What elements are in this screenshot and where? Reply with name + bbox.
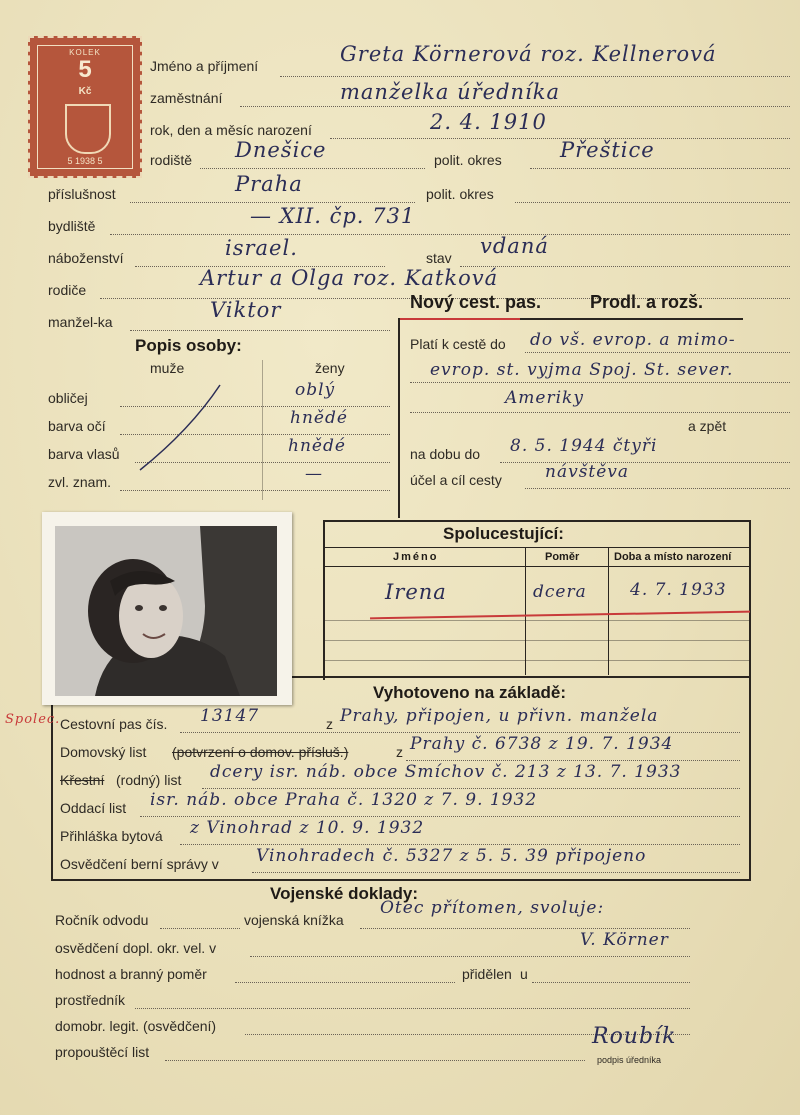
district2-line <box>515 202 790 203</box>
tax-line <box>252 872 740 873</box>
spouse-line <box>130 330 390 331</box>
companions-col-divider-2 <box>608 547 609 675</box>
valid-label: Platí k cestě do <box>410 336 506 352</box>
companions-col-name: Jméno <box>393 551 439 563</box>
birthplace-value: Dnešice <box>235 138 327 162</box>
period-label: na dobu do <box>410 446 481 462</box>
eyes-label: barva očí <box>48 418 106 434</box>
birth-list-line <box>202 788 740 789</box>
face-label: obličej <box>48 390 88 406</box>
companion-name: Irena <box>385 580 447 604</box>
home-list-label: Domovský list <box>60 744 147 760</box>
male-strike-mark <box>130 380 230 480</box>
status-label: stav <box>426 250 452 266</box>
companions-row-line-2 <box>325 640 749 641</box>
period-line <box>500 462 790 463</box>
companions-title: Spolucestující: <box>443 524 564 543</box>
marks-label: zvl. znam. <box>48 474 112 490</box>
district2-label: polit. okres <box>426 186 494 202</box>
home-line <box>406 760 740 761</box>
marriage-line <box>140 816 740 817</box>
legit-label: domobr. legit. (osvědčení) <box>55 1018 217 1034</box>
companions-row-line-1 <box>325 620 749 621</box>
marks-female-value: — <box>305 464 323 484</box>
valid-line-1 <box>525 352 790 353</box>
stamp-border <box>37 45 133 169</box>
valid-value-3: Ameriky <box>505 388 584 408</box>
marks-line <box>120 490 390 491</box>
signature-caption: podpis úředníka <box>597 1055 662 1065</box>
military-title: Vojenské doklady: <box>270 884 419 903</box>
companions-col-relation: Poměr <box>545 551 580 563</box>
hair-label: barva vlasů <box>48 446 120 462</box>
companions-box-left <box>323 520 325 680</box>
religion-value: israel. <box>225 236 298 260</box>
hair-female-value: hnědé <box>288 436 346 456</box>
status-line <box>460 266 790 267</box>
stamp-value: 5 <box>78 56 92 83</box>
name-value: Greta Körnerová roz. Kellnerová <box>340 42 717 66</box>
religion-label: náboženství <box>48 250 124 266</box>
eyes-female-value: hnědé <box>290 408 348 428</box>
birth-list-label: (rodný) list <box>116 772 182 788</box>
companions-col-birth: Doba a místo narození <box>614 551 732 563</box>
citizenship-label: příslušnost <box>48 186 116 202</box>
occupation-value: manželka úředníka <box>340 80 561 104</box>
broker-label: prostředník <box>55 992 126 1008</box>
passport-num-value: 13147 <box>200 706 260 726</box>
passport-title-left: Nový cest. pas. <box>410 292 542 312</box>
companions-col-divider-1 <box>525 547 526 675</box>
spouse-label: manžel-ka <box>48 314 113 330</box>
citizenship-line <box>130 202 415 203</box>
occupation-line <box>240 106 790 107</box>
passport-box-left <box>398 318 400 518</box>
year-line <box>160 928 240 929</box>
column-divider <box>262 360 263 500</box>
coat-of-arms-icon <box>65 104 111 154</box>
valid-value-2: evrop. st. vyjma Spoj. St. sever. <box>430 360 734 380</box>
birth-label: rok, den a měsíc narození <box>150 122 312 138</box>
name-line <box>280 76 790 77</box>
passport-z: z <box>326 716 333 732</box>
basis-box-left <box>51 676 53 881</box>
birth-list-value: dcery isr. náb. obce Smíchov č. 213 z 13. 7. 1933 <box>210 762 682 782</box>
cert-value: V. Körner <box>580 930 669 950</box>
citizenship-value: Praha <box>235 172 303 196</box>
female-column-header: ženy <box>315 360 345 376</box>
return-label: a zpět <box>688 418 727 434</box>
passport-photo-frame <box>42 512 292 705</box>
passport-photo <box>55 526 277 696</box>
status-value: vdaná <box>480 234 549 258</box>
military-book-label: vojenská knížka <box>244 912 344 928</box>
purpose-label: účel a cíl cesty <box>410 472 502 488</box>
purpose-line <box>525 488 790 489</box>
home-list-struck: (potvrzení o domov. přísluš.) <box>172 744 349 760</box>
broker-line <box>135 1008 690 1009</box>
occupation-label: zaměstnání <box>150 90 223 106</box>
parents-label: rodiče <box>48 282 87 298</box>
companions-sub-line <box>325 566 749 567</box>
basis-box-right <box>749 676 751 881</box>
valid-line-3 <box>410 412 790 413</box>
residence-value: — XII. čp. 731 <box>250 204 416 228</box>
birthplace-line <box>200 168 425 169</box>
home-z: z <box>396 744 403 760</box>
cert-label: osvědčení dopl. okr. vel. v <box>55 940 217 956</box>
residence-label: bydliště <box>48 218 96 234</box>
valid-line-2 <box>410 382 790 383</box>
marriage-label: Oddací list <box>60 800 127 816</box>
official-signature: Roubík <box>592 1024 677 1049</box>
registration-label: Přihláška bytová <box>60 828 163 844</box>
basis-title: Vyhotoveno na základě: <box>373 683 567 702</box>
cert-line <box>250 956 690 957</box>
companion-birth: 4. 7. 1933 <box>630 580 727 600</box>
companions-box-right <box>749 520 751 680</box>
birthplace-label: rodiště <box>150 152 193 168</box>
district-value: Přeštice <box>560 138 655 162</box>
registration-line <box>180 844 740 845</box>
stamp-currency: Kč <box>78 86 92 97</box>
marriage-value: isr. náb. obce Praha č. 1320 z 7. 9. 1932 <box>150 790 538 810</box>
passport-num-label: Cestovní pas čís. <box>60 716 168 732</box>
revenue-stamp <box>28 36 142 178</box>
home-value: Prahy č. 6738 z 19. 7. 1934 <box>410 734 674 754</box>
companions-header-line <box>325 547 749 548</box>
residence-line <box>110 234 790 235</box>
assigned-u: u <box>520 966 528 982</box>
stamp-bottom-text: 5 1938 5 <box>67 156 103 166</box>
passport-title-right: Prodl. a rozš. <box>590 292 704 312</box>
red-underline <box>400 318 520 320</box>
birth-list-struck: Křestní <box>60 772 105 788</box>
companions-row-line-3 <box>325 660 749 661</box>
rank-label: hodnost a branný poměr <box>55 966 207 982</box>
assigned-label: přidělen <box>462 966 512 982</box>
tax-value: Vinohradech č. 5327 z 5. 5. 39 připojeno <box>256 846 647 866</box>
release-label: propouštěcí list <box>55 1044 150 1060</box>
portrait-image <box>55 526 277 696</box>
description-title: Popis osoby: <box>135 336 242 355</box>
purpose-value: návštěva <box>545 462 630 482</box>
margin-note: Spolec. <box>5 712 61 727</box>
stamp-top-text: KOLEK <box>69 48 101 57</box>
release-line <box>165 1060 585 1061</box>
district-line <box>530 168 790 169</box>
district-label: polit. okres <box>434 152 502 168</box>
military-book-value: Otec přítomen, svoluje: <box>380 898 605 918</box>
tax-label: Osvědčení berní správy v <box>60 856 219 872</box>
registration-value: z Vinohrad z 10. 9. 1932 <box>190 818 425 838</box>
passport-num-line <box>180 732 740 733</box>
name-label: Jméno a příjmení <box>150 58 259 74</box>
year-label: Ročník odvodu <box>55 912 149 928</box>
rank-line <box>235 982 455 983</box>
face-female-value: oblý <box>295 380 336 400</box>
military-book-line <box>360 928 690 929</box>
period-value: 8. 5. 1944 čtyři <box>510 436 658 456</box>
passport-from-value: Prahy, připojen, u přivn. manžela <box>340 706 659 726</box>
parents-value: Artur a Olga roz. Katková <box>200 266 499 290</box>
assigned-line <box>532 982 690 983</box>
basis-box-bottom <box>51 879 751 881</box>
birth-value: 2. 4. 1910 <box>430 110 547 134</box>
spouse-value: Viktor <box>210 298 282 322</box>
valid-value-1: do vš. evrop. a mimo- <box>530 330 736 350</box>
companions-box-top <box>323 520 751 522</box>
male-column-header: muže <box>150 360 185 376</box>
companion-relation: dcera <box>533 582 587 602</box>
